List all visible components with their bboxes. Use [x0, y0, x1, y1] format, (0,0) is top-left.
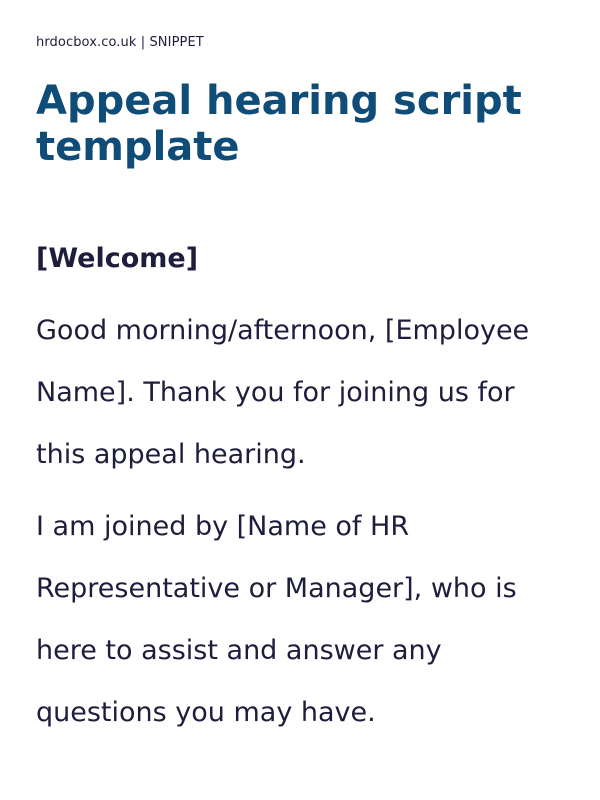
welcome-paragraph: Good morning/afternoon, [Employee Name]. Thank you for joining us for this appeal hearing. — [36, 315, 530, 470]
source-label: hrdocbox.co.uk | SNIPPET — [36, 35, 204, 50]
section-heading-welcome: [Welcome] — [36, 243, 199, 274]
page-title: Appeal hearing script template — [36, 78, 522, 170]
introduction-paragraph: I am joined by [Name of HR Representative or Manager], who is here to assist and answer any questions you may have. — [36, 511, 517, 728]
